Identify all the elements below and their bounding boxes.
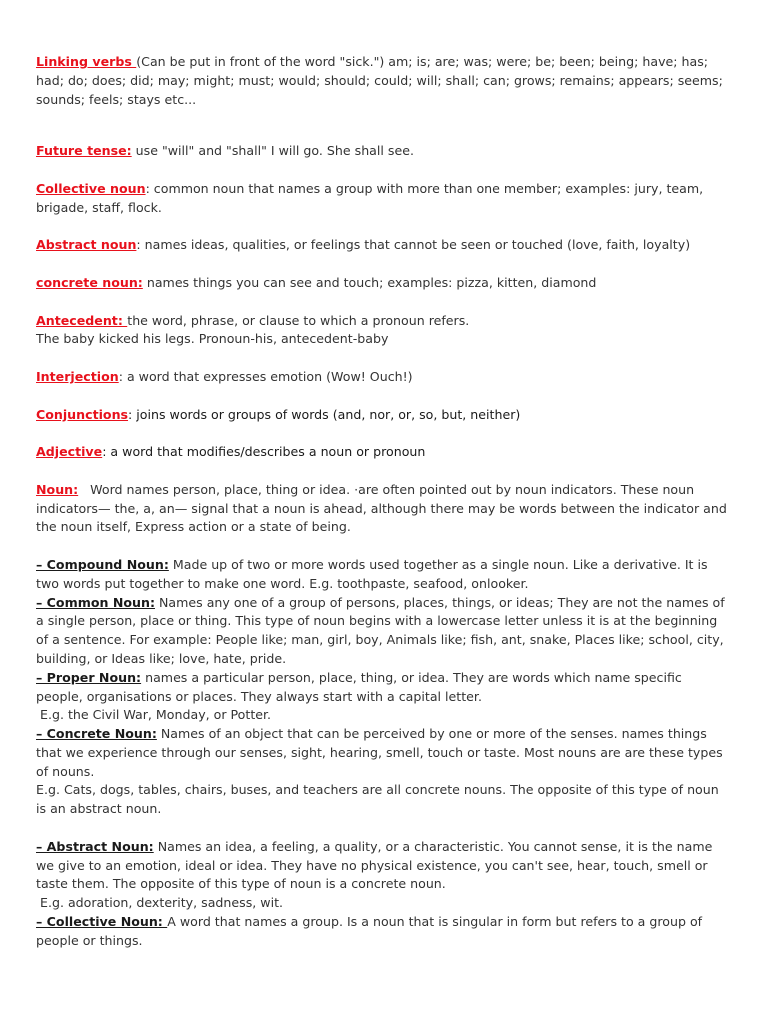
concrete-noun-detail-example: E.g. Cats, dogs, tables, chairs, buses, and teachers are all concrete nouns. The opposite of this type of noun is an abstract noun. (36, 782, 719, 817)
common-noun-definition: Names any one of a group of persons, places, things, or ideas; They are not the names of a single person, place or thing. This type of noun begins with a lowercase letter unless it is at the beginning of a sentence. For example: People like; man, girl, boy, Animals like; fish, ant, snake, Places like; school, city, building, or Ideas like; love, hate, pride. (36, 594, 725, 666)
collective-noun-term: Collective noun (36, 180, 146, 196)
concrete-noun-definition: names things you can see and touch; examples: pizza, kitten, diamond (142, 274, 597, 290)
linking-verbs-term: Linking verbs (36, 54, 137, 69)
noun-entry (36, 481, 732, 537)
abstract-noun-detail-term: – Abstract Noun: (36, 838, 154, 854)
proper-noun-term: – Proper Noun: (36, 669, 142, 685)
abstract-noun-detail-entry (36, 838, 732, 894)
conjunctions-term: Conjunctions (36, 406, 129, 422)
concrete-noun-detail-term: – Concrete Noun: (36, 726, 157, 742)
noun-definition: Word names person, place, thing or idea. ·are often pointed out by noun indicators. These noun indicators— the, a, an— signal that a noun is ahead, although there may be words between the indicator and the noun itself, Express action or a state of being. (36, 481, 731, 535)
abstract-noun-detail-example: E.g. adoration, dexterity, sadness, wit. (40, 895, 284, 911)
conjunctions-entry (36, 406, 732, 425)
future-tense-term: Future tense: (36, 143, 132, 159)
linking-verbs-entry (36, 53, 732, 109)
compound-noun-entry (36, 556, 732, 594)
collective-noun-detail-entry (36, 913, 732, 951)
antecedent-term: Antecedent: (36, 312, 128, 328)
concrete-noun-detail-definition: Names of an object that can be perceived by one or more of the senses. names things that we experience through our senses, sight, hearing, smell, touch or taste. Most nouns are are these types of nouns. (36, 726, 723, 779)
abstract-noun-definition: : names ideas, qualities, or feelings that cannot be seen or touched (love, faith, loyalty) (136, 237, 691, 253)
abstract-noun-term: Abstract noun (36, 237, 137, 253)
interjection-definition: : a word that expresses emotion (Wow! Ouch!) (118, 368, 413, 384)
proper-noun-example: E.g. the Civil War, Monday, or Potter. (40, 707, 272, 723)
concrete-noun-entry (36, 274, 732, 293)
antecedent-definition: the word, phrase, or clause to which a pronoun refers. (127, 312, 470, 328)
linking-verbs-definition: (Can be put in front of the word "sick.") am; is; are; was; were; be; been; being; have; has; had; do; does; did; may; might; must; would; should; could; will; shall; can; grows; remains; appears; seems; sounds; feels; stays etc... (36, 54, 723, 107)
adjective-term: Adjective (36, 444, 103, 460)
antecedent-example: The baby kicked his legs. Pronoun-his, antecedent-baby (36, 331, 389, 347)
common-noun-entry (36, 594, 732, 669)
noun-term: Noun: (36, 481, 79, 497)
collective-noun-detail-definition: A word that names a group. Is a noun that is singular in form but refers to a group of people or things. (36, 914, 703, 948)
future-tense-definition: use "will" and "shall" I will go. She shall see. (131, 143, 414, 159)
collective-noun-detail-term: – Collective Noun: (36, 914, 168, 930)
abstract-noun-detail-definition: Names an idea, a feeling, a quality, or a characteristic. You cannot sense, it is the name we give to an emotion, ideal or idea. They have no physical existence, you can't see, hear, touch, smell or taste them. The opposite of this type of noun is a concrete noun. (36, 838, 713, 892)
abstract-noun-entry (36, 236, 732, 255)
compound-noun-definition: Made up of two or more words used together as a single noun. Like a derivative. It is two words put together to make one word. E.g. toothpaste, seafood, onlooker. (36, 556, 708, 591)
collective-noun-definition: : common noun that names a group with more than one member; examples: jury, team, brigade, staff, flock. (36, 180, 704, 215)
adjective-definition: : a word that modifies/describes a noun or pronoun (102, 444, 426, 460)
concrete-noun-detail-entry (36, 725, 732, 781)
interjection-term: Interjection (36, 368, 119, 384)
collective-noun-entry (36, 180, 732, 218)
concrete-noun-term: concrete noun: (36, 274, 143, 290)
future-tense-entry (36, 142, 732, 161)
adjective-entry (36, 443, 732, 462)
conjunctions-definition: : joins words or groups of words (and, nor, or, so, but, neither) (128, 406, 521, 422)
common-noun-term: – Common Noun: (36, 594, 155, 610)
interjection-entry (36, 368, 732, 387)
compound-noun-term: – Compound Noun: (36, 556, 169, 572)
antecedent-entry (36, 312, 732, 331)
proper-noun-definition: names a particular person, place, thing, or idea. They are words which name specific people, organisations or places. They always start with a capital letter. (36, 669, 682, 704)
proper-noun-entry (36, 669, 732, 707)
